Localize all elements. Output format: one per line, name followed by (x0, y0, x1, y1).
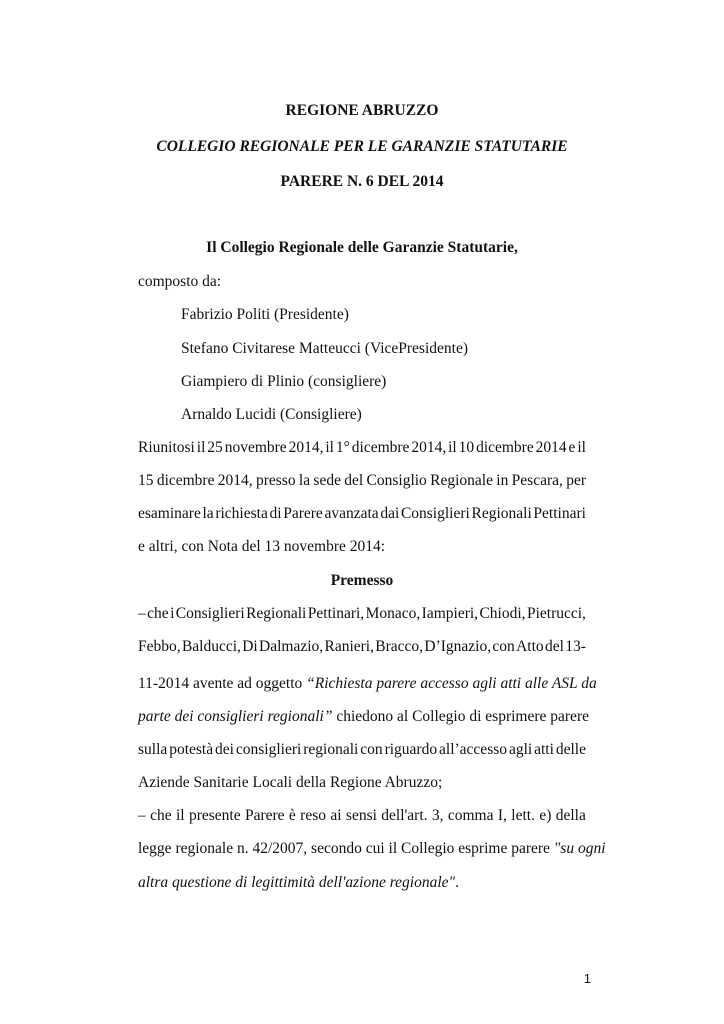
word: ai (330, 807, 342, 824)
word: 2014, (217, 472, 253, 489)
premesso-text: chiedono al Collegio di esprimere parere (332, 708, 589, 725)
word: dai (380, 505, 400, 522)
word: consiglieri (235, 741, 302, 758)
word: presente (188, 807, 241, 824)
college-title: COLLEGIO REGIONALE PER LE GARANZIE STATUTARIE (156, 138, 568, 155)
word: novembre (224, 439, 287, 456)
word: Pettinari, (307, 605, 365, 622)
word: Regionali (471, 505, 532, 522)
premesso-line (138, 873, 459, 893)
word: lett. (511, 807, 535, 824)
word: Iampieri, (421, 605, 479, 622)
word: la (298, 472, 311, 489)
word: con (492, 638, 515, 655)
word: è (288, 807, 296, 824)
word: in (496, 472, 509, 489)
premesso-line (138, 674, 597, 694)
word: 15 (138, 472, 154, 489)
region-title: REGIONE ABRUZZO (285, 102, 439, 119)
premesso-line (138, 637, 586, 657)
word: Ranieri, (324, 638, 374, 655)
meeting-line (138, 471, 586, 491)
word: Balducci, (181, 638, 241, 655)
member-item: Arnaldo Lucidi (Consigliere) (181, 406, 362, 423)
word: Consiglieri (400, 505, 470, 522)
request-subject-text: parte dei consiglieri regionali” (138, 708, 333, 725)
premesso-heading: Premesso (330, 572, 394, 589)
composed-by-label: composto da: (138, 273, 222, 290)
word: richiesta (215, 505, 268, 522)
word: dell'art. (381, 807, 428, 824)
word: reso (300, 807, 326, 824)
word: – (138, 807, 146, 824)
word: 10 (458, 439, 475, 456)
word: il (175, 807, 185, 824)
word: presso (255, 472, 296, 489)
word: sede (313, 472, 341, 489)
word: riguardo (384, 741, 438, 758)
word: comma (447, 807, 494, 824)
word: esaminare (138, 505, 201, 522)
word: I, (497, 807, 507, 824)
word: Parere (244, 807, 285, 824)
word: Monaco, (365, 605, 421, 622)
word: Regionali (246, 605, 307, 622)
word: 2014 (535, 439, 567, 456)
word: del (544, 638, 564, 655)
word: D’Ignazio, (424, 638, 492, 655)
premesso-text: . (455, 874, 459, 891)
word: il (196, 439, 206, 456)
premesso-line (138, 806, 586, 826)
word: avanzata (324, 505, 379, 522)
word: per (566, 472, 586, 489)
request-subject-text: “Richiesta parere accesso agli atti alle ASL da (306, 675, 597, 692)
word: dicembre (156, 472, 215, 489)
word: Atto (516, 638, 544, 655)
word: agli (508, 741, 533, 758)
meeting-line: e altri, con Nota del 13 novembre 2014: (138, 538, 386, 555)
word: che (150, 807, 172, 824)
word: con (360, 741, 383, 758)
word: dicembre (351, 439, 410, 456)
word: atti (534, 741, 554, 758)
premesso-line (138, 839, 606, 859)
intro-heading: Il Collegio Regionale delle Garanzie Statutarie, (206, 239, 518, 256)
word: Dalmazio, (259, 638, 324, 655)
word: 1° (335, 439, 350, 456)
quoted-text: altra questione di legittimità dell'azione regionale" (138, 874, 456, 891)
word: – (138, 605, 146, 622)
word: Pettinari (533, 505, 586, 522)
member-item: Fabrizio Politi (Presidente) (181, 306, 349, 323)
word: i (170, 605, 175, 622)
word: del (344, 472, 364, 489)
word: Consiglieri (175, 605, 245, 622)
word: Riunitosi (138, 439, 195, 456)
word: delle (555, 741, 586, 758)
word: della (555, 807, 586, 824)
word: sensi (345, 807, 377, 824)
word: Pietrucci, (526, 605, 586, 622)
word: il (577, 439, 586, 456)
word: all’accesso (439, 741, 508, 758)
word: 2014, (288, 439, 324, 456)
premesso-line: Aziende Sanitarie Locali della Regione Abruzzo; (138, 774, 443, 791)
word: Bracco, (375, 638, 424, 655)
word: 25 (207, 439, 223, 456)
word: di (269, 505, 282, 522)
word: il (448, 439, 457, 456)
word: regionali (303, 741, 359, 758)
word: e (568, 439, 576, 456)
member-item: Giampiero di Plinio (consigliere) (181, 373, 387, 390)
word: la (202, 505, 214, 522)
word: 3, (431, 807, 444, 824)
premesso-text: legge regionale n. 42/2007, secondo cui il Collegio esprime parere (138, 840, 554, 857)
premesso-line (138, 740, 586, 760)
meeting-line (138, 438, 586, 458)
word: il (325, 439, 334, 456)
word: Febbo, (138, 638, 181, 655)
word: 2014, (411, 439, 447, 456)
word: Consiglio (366, 472, 427, 489)
premesso-line (138, 707, 589, 727)
word: sulla (138, 741, 168, 758)
word: e) (539, 807, 552, 824)
word: Pescara, (511, 472, 563, 489)
meeting-line (138, 504, 586, 524)
premesso-line (138, 604, 586, 624)
word: Di (242, 638, 258, 655)
word: 13- (565, 638, 586, 655)
word: Regionale (430, 472, 493, 489)
member-item: Stefano Civitarese Matteucci (VicePresidente) (181, 340, 468, 357)
word: potestà (169, 741, 214, 758)
quoted-text: "su ogni (553, 840, 606, 857)
word: dei (215, 741, 234, 758)
word: Parere (283, 505, 323, 522)
word: che (147, 605, 169, 622)
word: Chiodi, (479, 605, 526, 622)
premesso-text: 11-2014 avente ad oggetto (138, 675, 307, 692)
word: dicembre (476, 439, 534, 456)
page-number: 1 (583, 971, 591, 986)
opinion-title: PARERE N. 6 DEL 2014 (280, 173, 444, 190)
